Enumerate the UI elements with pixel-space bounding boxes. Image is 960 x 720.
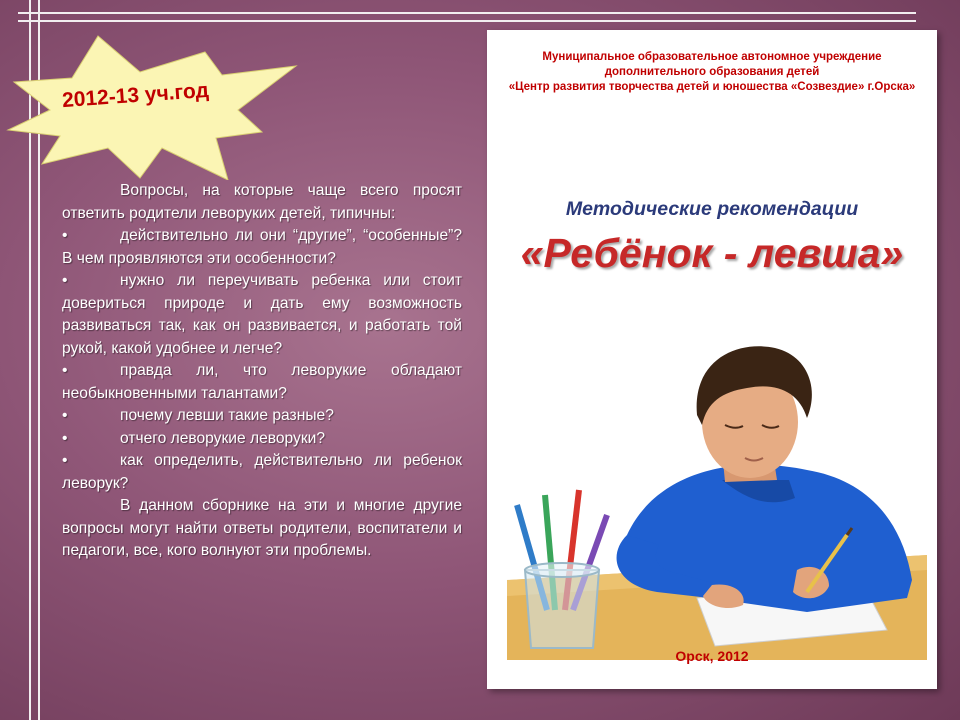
starburst-shape [8,36,296,180]
intro-paragraph: Вопросы, на которые чаще всего просят ответить родители леворуких детей, типичны: [62,182,462,222]
frame-line-top-2 [18,20,916,22]
organization-name [487,50,937,95]
closing-paragraph: В данном сборнике на эти и многие другие вопросы могут найти ответы родители, воспитатели и педагоги, все, кого волнуют эти проблемы. [62,497,462,559]
cover-subtitle: Методические рекомендации [565,198,859,220]
frame-line-top-1 [18,12,916,14]
question-item: • правда ли, что леворукие обладают необыкновенными талантами? [62,362,462,402]
org-line: дополнительного образования детей [604,66,820,78]
questions-text-block [62,180,462,563]
cover-title: «Ребёнок - левша» [520,230,904,276]
book-cover [487,30,937,689]
org-line: Муниципальное образовательное автономное учреждение [542,51,882,63]
city-year: Орск, 2012 [675,648,749,664]
school-year-label: 2012-13 уч.год [61,78,210,113]
question-item: • почему левши такие разные? [62,407,334,424]
boy-writing-illustration [507,330,927,660]
question-item: • действительно ли они “другие”, “особенные”? В чем проявляются эти особенности? [62,227,462,267]
pencil-cup [525,570,599,648]
org-line: «Центр развития творчества детей и юношества «Созвездие» г.Орска» [508,81,916,93]
question-item: • отчего леворукие леворуки? [62,429,326,447]
question-item: • нужно ли переучивать ребенка или стоит довериться природе и дать ему возможность развиваться так, как он развивается, и работать той рукой, какой удобнее и легче? [62,272,462,357]
question-item: • как определить, действительно ли ребенок леворук? [62,452,462,492]
